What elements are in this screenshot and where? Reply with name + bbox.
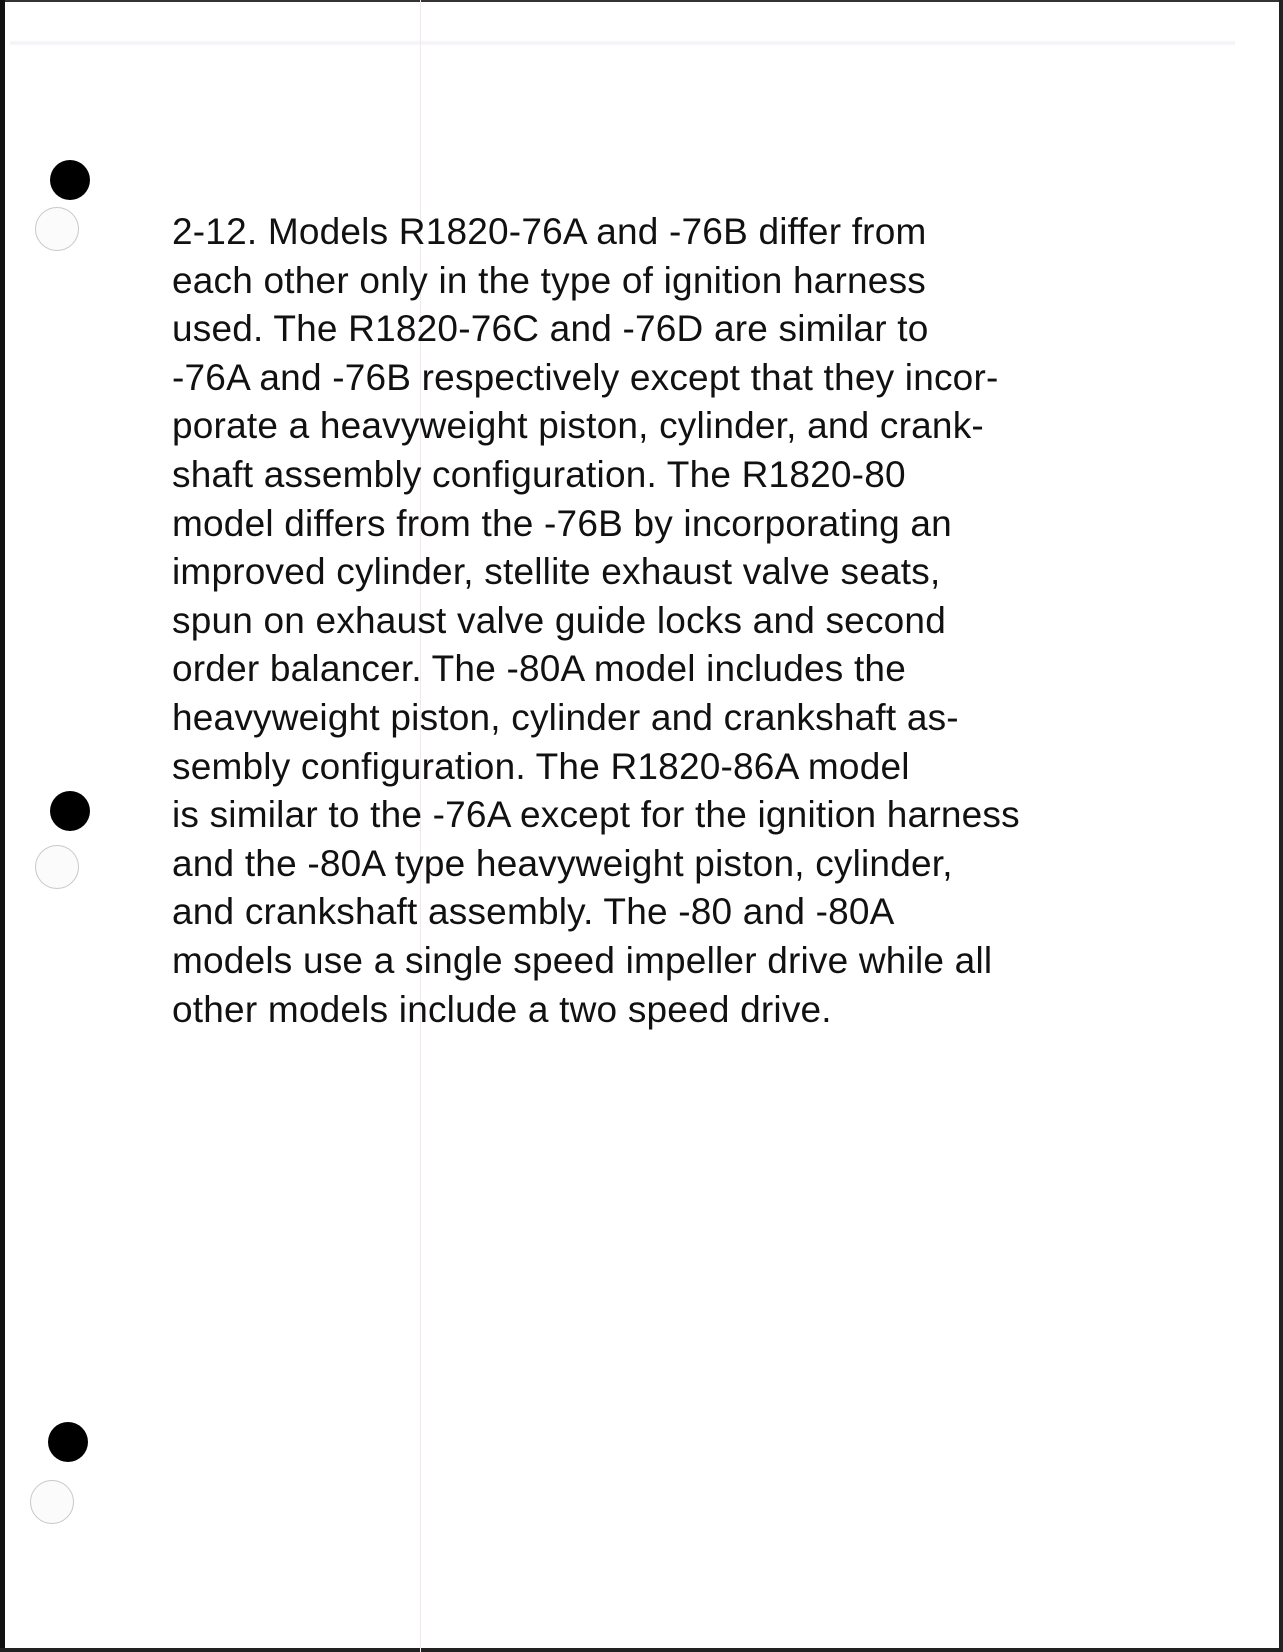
text-line: model differs from the -76B by incorporating an [172,502,952,544]
text-line: order balancer. The -80A model includes the [172,648,906,690]
punch-hole-middle [50,791,90,831]
text-line: shaft assembly configuration. The R1820-80 [172,453,906,495]
punch-hole-ghost-middle [35,845,79,889]
punch-hole-ghost-bottom [30,1480,74,1524]
punch-hole-ghost-top [35,207,79,251]
text-line: and the -80A type heavyweight piston, cylinder, [172,842,953,884]
scan-artifact-band [10,40,1235,46]
text-line: -76A and -76B respectively except that they incor- [172,356,999,398]
text-line: improved cylinder, stellite exhaust valve seats, [172,551,941,593]
punch-hole-top [50,160,90,200]
text-line: models use a single speed impeller drive while all [172,939,993,981]
text-line: each other only in the type of ignition harness [172,259,926,301]
text-line: spun on exhaust valve guide locks and second [172,599,946,641]
text-line: other models include a two speed drive. [172,988,832,1030]
text-line: porate a heavyweight piston, cylinder, and crank- [172,405,984,447]
scan-bottom-edge [0,1648,1283,1652]
punch-hole-bottom [48,1422,88,1462]
scan-top-edge [0,0,1283,2]
text-line: used. The R1820-76C and -76D are similar to [172,308,929,350]
text-line: and crankshaft assembly. The -80 and -80A [172,891,895,933]
text-line: heavyweight piston, cylinder and crankshaft as- [172,696,959,738]
document-paragraph [172,208,1192,1034]
scan-right-edge [1279,0,1283,1652]
text-line: sembly configuration. The R1820-86A model [172,745,910,787]
text-line: 2-12. Models R1820-76A and -76B differ from [172,211,927,252]
scan-left-edge [0,0,5,1652]
text-line: is similar to the -76A except for the ignition harness [172,794,1020,836]
